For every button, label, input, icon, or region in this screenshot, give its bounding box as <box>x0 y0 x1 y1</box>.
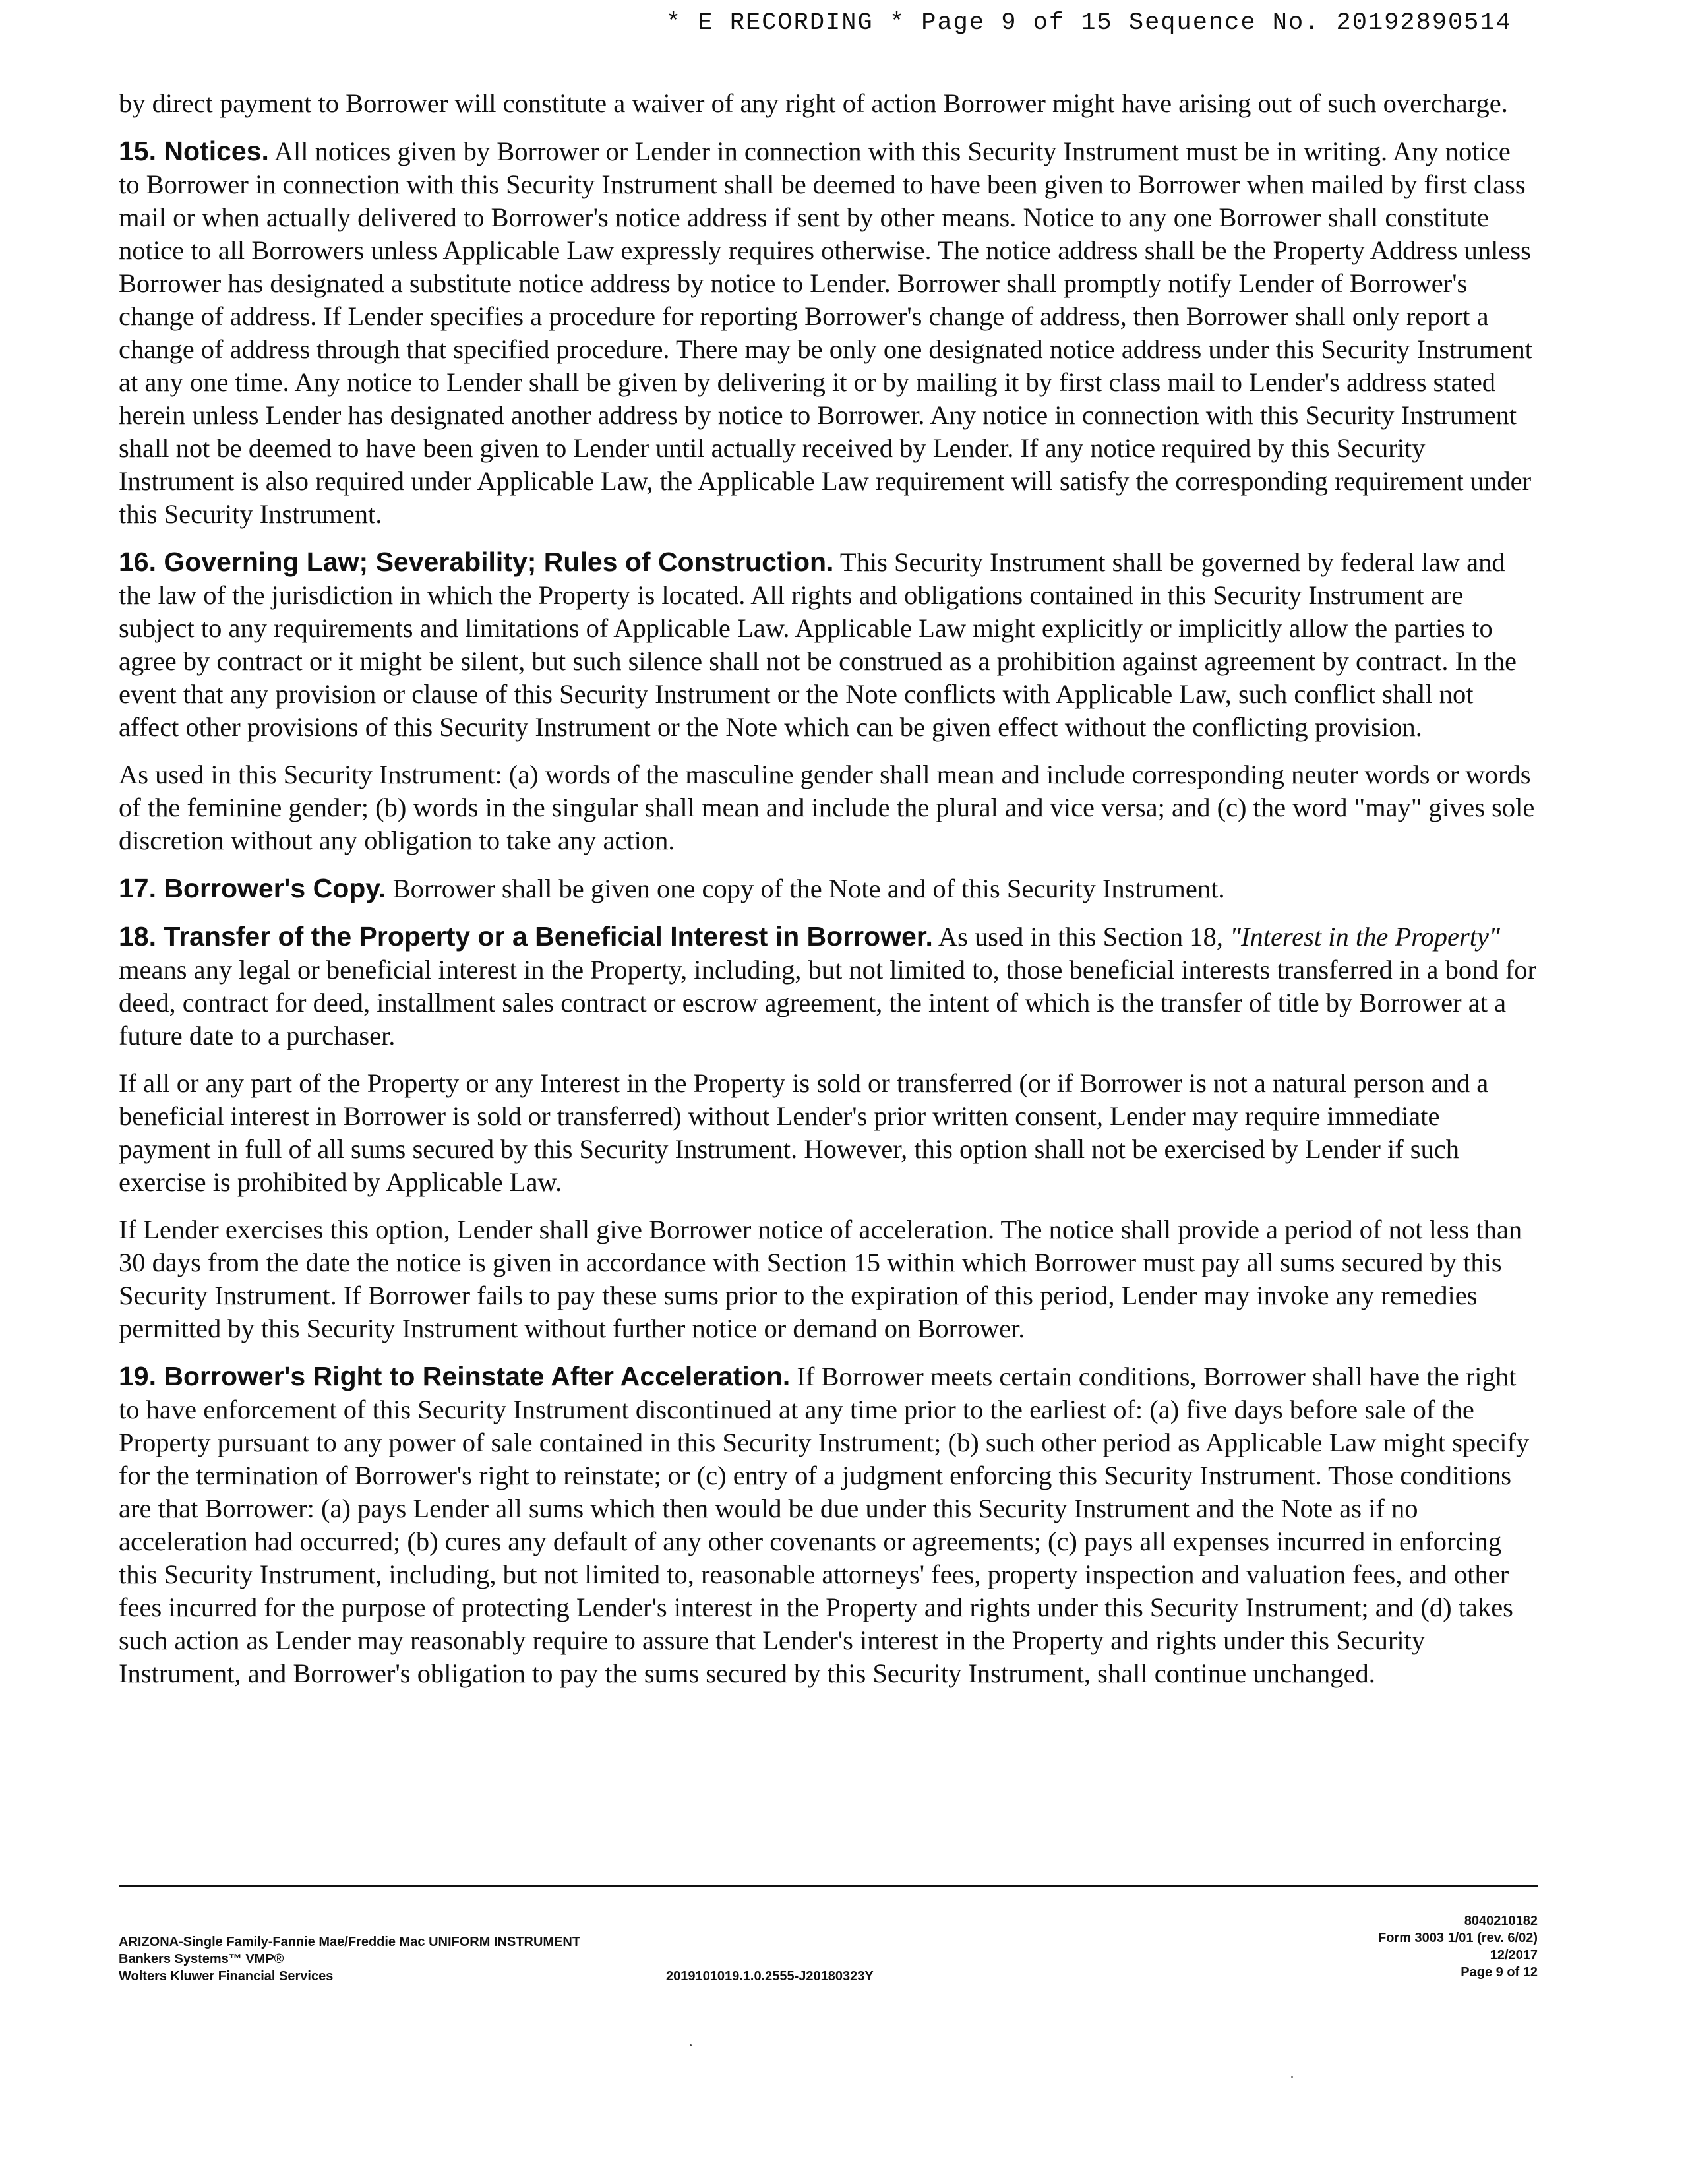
section-text: If Borrower meets certain conditions, Borrower shall have the right to have enforcement of this Security Instrument discontinued at any time prior to the earliest of: (a) five days before sale of the Property pursuant to any power of sale contained in this Security Instrument; (b) such other period as Applicable Law might specify for the termination of Borrower's right to reinstate; or (c) entry of a judgment enforcing this Security Instrument. Those conditions are that Borrower: (a) pays Lender all sums which then would be due under this Security Instrument and the Note as if no acceleration had occurred; (b) cures any default of any other covenants or agreements; (c) pays all expenses incurred in enforcing this Security Instrument, including, but not limited to, reasonable attorneys' fees, property inspection and valuation fees, and other fees incurred for the purpose of protecting Lender's interest in the Property and rights under this Security Instrument; and (d) takes such action as Lender may reasonably require to assure that Lender's interest in the Property and rights under this Security Instrument, and Borrower's obligation to pay the sums secured by this Security Instrument, shall continue unchanged. <box>119 1362 1530 1688</box>
section-text: All notices given by Borrower or Lender in connection with this Security Instrument must be in writing. Any notice to Borrower in connection with this Security Instrument shall be deemed to have been given to Borrower when mailed by first class mail or when actually delivered to Borrower's notice address if sent by other means. Notice to any one Borrower shall constitute notice to all Borrowers unless Applicable Law expressly requires otherwise. The notice address shall be the Property Address unless Borrower has designated a substitute notice address by notice to Lender. Borrower shall promptly notify Lender of Borrower's change of address. If Lender specifies a procedure for reporting Borrower's change of address, then Borrower shall only report a change of address through that specified procedure. There may be only one designated notice address under this Security Instrument at any one time. Any notice to Lender shall be given by delivering it or by mailing it by first class mail to Lender's address stated herein unless Lender has designated another address by notice to Borrower. Any notice in connection with this Security Instrument shall not be deemed to have been given to Lender until actually received by Lender. If any notice required by this Security Instrument is also required under Applicable Law, the Applicable Law requirement will satisfy the corresponding requirement under this Security Instrument. <box>119 136 1532 529</box>
footer-loan-number: 8040210182 <box>1464 1914 1538 1928</box>
footer-form-title: ARIZONA-Single Family-Fannie Mae/Freddie Mac UNIFORM INSTRUMENT <box>119 1935 581 1949</box>
footer-document-code: 2019101019.1.0.2555-J20180323Y <box>666 1969 874 1984</box>
footer-form-date: 12/2017 <box>1490 1948 1538 1962</box>
section-heading: 19. Borrower's Right to Reinstate After Acceleration. <box>119 1361 791 1391</box>
section-heading: 17. Borrower's Copy. <box>119 873 386 903</box>
section-16-paragraph-2 <box>119 758 1536 857</box>
section-18 <box>119 920 1536 1052</box>
section-text: Borrower shall be given one copy of the Note and of this Security Instrument. <box>392 874 1225 903</box>
paragraph-text: by direct payment to Borrower will constitute a waiver of any right of action Borrower might have arising out of such overcharge. <box>119 88 1508 118</box>
section-text: This Security Instrument shall be governed by federal law and the law of the jurisdiction in which the Property is located. All rights and obligations contained in this Security Instrument are subject to any requirements and limitations of Applicable Law. Applicable Law might explicitly or implicitly allow the parties to agree by contract or it might be silent, but such silence shall not be construed as a prohibition against agreement by contract. In the event that any provision or clause of this Security Instrument or the Note conflicts with Applicable Law, such conflict shall not affect other provisions of this Security Instrument or the Note which can be given effect without the conflicting provision. <box>119 547 1517 742</box>
section-text: means any legal or beneficial interest in the Property, including, but not limited to, those beneficial interests transferred in a bond for deed, contract for deed, installment sales contract or escrow agreement, the intent of which is the transfer of title by Borrower at a future date to a purchaser. <box>119 955 1536 1050</box>
section-19 <box>119 1360 1536 1690</box>
recording-header: * E RECORDING * Page 9 of 15 Sequence No. 20192890514 <box>666 9 1512 37</box>
paragraph-text: If Lender exercises this option, Lender shall give Borrower notice of acceleration. The notice shall provide a period of not less than 30 days from the date the notice is given in accordance with Section 15 within which Borrower must pay all sums secured by this Security Instrument. If Borrower fails to pay these sums prior to the expiration of this period, Lender may invoke any remedies permitted by this Security Instrument without further notice or demand on Borrower. <box>119 1215 1522 1343</box>
defined-term: "Interest in the Property" <box>1229 922 1500 952</box>
section-heading: 18. Transfer of the Property or a Beneficial Interest in Borrower. <box>119 921 933 952</box>
section-heading: 15. Notices. <box>119 136 269 166</box>
paragraph-text: As used in this Security Instrument: (a) words of the masculine gender shall mean and include corresponding neuter words or words of the feminine gender; (b) words in the singular shall mean and include the plural and vice versa; and (c) the word "may" gives sole discretion without any obligation to take any action. <box>119 760 1535 855</box>
footer-page-number: Page 9 of 12 <box>1461 1965 1538 1980</box>
footer-divider <box>119 1885 1538 1887</box>
section-18-paragraph-2 <box>119 1067 1536 1199</box>
footer-publisher: Wolters Kluwer Financial Services <box>119 1969 334 1984</box>
paragraph-text: If all or any part of the Property or any Interest in the Property is sold or transferred (or if Borrower is not a natural person and a beneficial interest in Borrower is sold or transferred) without Lender's prior written consent, Lender may require immediate payment in full of all sums secured by this Security Instrument. However, this option shall not be exercised by Lender if such exercise is prohibited by Applicable Law. <box>119 1068 1489 1197</box>
footer-form-numbers <box>1378 1912 1538 1981</box>
section-18-paragraph-3 <box>119 1213 1536 1345</box>
section-text: As used in this Section 18, <box>938 922 1223 952</box>
document-body <box>119 87 1536 1705</box>
section-17 <box>119 872 1536 905</box>
footer-form-number: Form 3003 1/01 (rev. 6/02) <box>1378 1931 1538 1945</box>
scan-speck <box>690 2044 692 2046</box>
footer-form-info <box>119 1933 580 1985</box>
section-15 <box>119 135 1536 531</box>
section-16 <box>119 545 1536 744</box>
section-heading: 16. Governing Law; Severability; Rules of Construction. <box>119 547 834 577</box>
scan-speck <box>1291 2076 1293 2078</box>
form-footer <box>119 1912 1538 2018</box>
footer-vendor: Bankers Systems™ VMP® <box>119 1952 284 1966</box>
paragraph-continuation <box>119 87 1536 120</box>
